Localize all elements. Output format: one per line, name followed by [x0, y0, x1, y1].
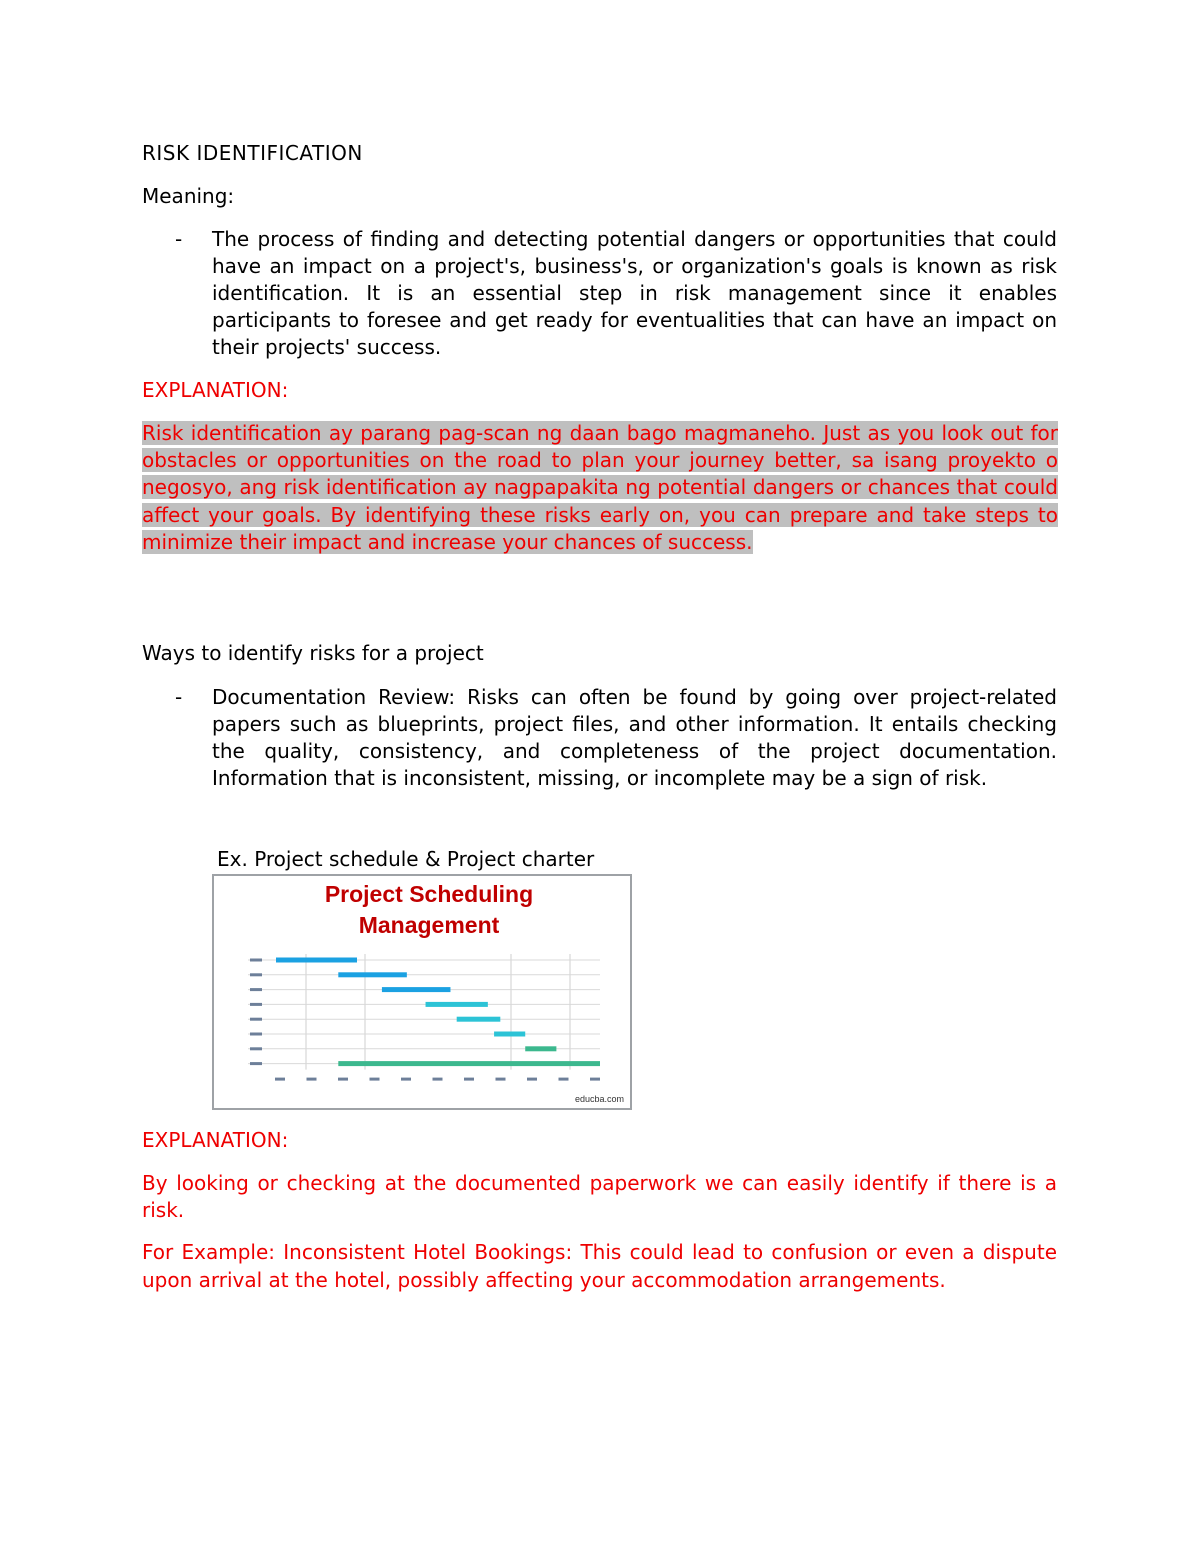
gantt-row-label-mark	[250, 1033, 262, 1036]
gantt-bars	[276, 958, 600, 1067]
gantt-chart	[214, 876, 630, 1108]
gantt-x-tick	[496, 1078, 506, 1081]
figure-title-line1: Project Scheduling	[324, 881, 534, 907]
gantt-x-tick	[464, 1078, 474, 1081]
gantt-bar	[457, 1017, 501, 1022]
gantt-x-tick	[370, 1078, 380, 1081]
documentation-review-paragraph: Documentation Review: Risks can often be found by going over project-related papers such as blueprints, project files, and other information. It entails checking the quality, consistency, and completeness of the project documentation. Information that is inconsistent, missing, or incomplete may be a sign of risk.	[212, 685, 1057, 790]
gantt-bar	[426, 1002, 488, 1007]
gantt-x-tick	[433, 1078, 443, 1081]
explanation-paragraph-2: By looking or checking at the documented paperwork we can easily identify if there is a risk.	[142, 1171, 1057, 1222]
gantt-chart-image	[212, 874, 632, 1110]
meaning-label: Meaning:	[142, 184, 235, 208]
example-paragraph: For Example: Inconsistent Hotel Bookings: This could lead to confusion or even a dispute upon arrival at the hotel, possibly affecting your accommodation arrangements.	[142, 1240, 1057, 1292]
gantt-x-tick	[559, 1078, 569, 1081]
watermark: educba.com	[574, 1094, 624, 1104]
gantt-row-label-mark	[250, 1018, 262, 1021]
ways-heading: Ways to identify risks for a project	[142, 641, 484, 665]
gantt-x-tick	[338, 1078, 348, 1081]
explanation-heading: EXPLANATION:	[142, 378, 289, 402]
figure-title-line2: Management	[358, 912, 500, 938]
gantt-x-tick	[307, 1078, 317, 1081]
gantt-x-tick	[527, 1078, 537, 1081]
gantt-bar	[338, 972, 407, 977]
gantt-x-tick	[401, 1078, 411, 1081]
gantt-bar	[338, 1061, 600, 1066]
highlighted-explanation-text: Risk identification ay parang pag-scan ng daan bago magmaneho. Just as you look out for obstacles or opportunities on the road to plan your journey better, sa isang proyekto o negosyo, ang risk identification ay nagpapakita ng potential dangers or chances that could affect your goals. By identifying these risks early on, you can prepare and take steps to minimize their impact and increase your chances of success.	[142, 421, 1058, 554]
gantt-bar	[525, 1046, 556, 1051]
gantt-x-tick	[590, 1078, 600, 1081]
example-caption: Ex. Project schedule & Project charter	[217, 847, 595, 871]
highlighted-explanation	[142, 420, 1058, 556]
bullet-dash: -	[175, 685, 183, 709]
gantt-row-label-mark	[250, 1062, 262, 1065]
gantt-x-tick	[275, 1078, 285, 1081]
gantt-row-label-mark	[250, 1047, 262, 1050]
bullet-dash: -	[175, 227, 183, 251]
explanation-heading-2: EXPLANATION:	[142, 1128, 289, 1152]
gantt-bar	[494, 1032, 525, 1037]
gantt-bar	[276, 958, 357, 963]
meaning-paragraph: The process of finding and detecting potential dangers or opportunities that could have an impact on a project's, business's, or organization's goals is known as risk identification. It is an essential step in risk management since it enables participants to foresee and get ready for eventualities that can have an impact on their projects' success.	[212, 227, 1057, 359]
gantt-row-label-mark	[250, 959, 262, 962]
gantt-row-label-mark	[250, 973, 262, 976]
gantt-bar	[382, 987, 451, 992]
gantt-row-label-mark	[250, 1003, 262, 1006]
page-title: RISK IDENTIFICATION	[142, 141, 363, 165]
gantt-row-label-mark	[250, 988, 262, 991]
